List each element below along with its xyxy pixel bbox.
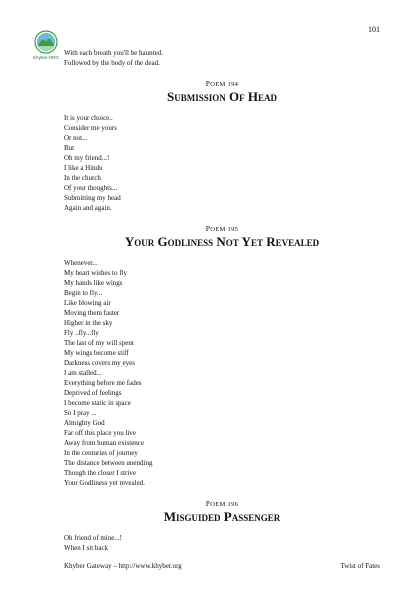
- poem-line: Fly ..fly...fly: [64, 329, 99, 337]
- logo-text: Khyber.ORG: [32, 55, 60, 60]
- poem-line: Though the closer I strive: [64, 469, 136, 477]
- poem-number-label: POEM 194: [205, 79, 239, 88]
- poem-body: [64, 533, 380, 553]
- poem-line: Almighty God: [64, 419, 105, 427]
- poem-line: The distance between unending: [64, 459, 153, 467]
- poem-line: My hands like wings: [64, 279, 123, 287]
- poem-title: Your Godliness Not Yet Revealed: [124, 234, 320, 249]
- poem-line: Or not...: [64, 134, 88, 142]
- poem-line: Away from human existence: [64, 439, 145, 447]
- poem-line: I am stalled...: [64, 369, 102, 377]
- page-content: [64, 48, 380, 553]
- poem-line: It is your choice..: [64, 114, 113, 122]
- poem-body: [64, 258, 380, 488]
- poem-line: My heart wishes to fly: [64, 269, 127, 277]
- poem-line: The last of my will spent: [64, 339, 134, 347]
- poem-line: When I sit back: [64, 544, 109, 552]
- poem-number-label: POEM 195: [205, 224, 239, 233]
- poem-title: Misguided Passenger: [163, 509, 281, 524]
- poem-line: In the church: [64, 174, 101, 182]
- poem-line: Begin to fly...: [64, 289, 103, 297]
- poem-body: [64, 113, 380, 213]
- poem-line: Oh my friend...!: [64, 154, 110, 162]
- poem-line: Moving them faster: [64, 309, 120, 317]
- poem-line: Higher in the sky: [64, 319, 113, 327]
- poem-line: In the centuries of journey: [64, 449, 138, 457]
- poem-line: Consider me yours: [64, 124, 117, 132]
- poem-line: Followed by the body of the dead.: [64, 59, 160, 67]
- poem-line: Submitting my head: [64, 194, 121, 202]
- page-number: 101: [368, 25, 380, 34]
- poem-title: Submission Of Head: [167, 89, 277, 104]
- khyber-logo[interactable]: [26, 30, 66, 64]
- footer-site-link[interactable]: Khyber Gateway – http://www.khyber.org: [64, 562, 182, 570]
- footer-book-title: Twist of Fates: [340, 562, 380, 570]
- poem-line: Everything before me fades: [64, 379, 142, 387]
- poem-line: Of your thoughts...: [64, 184, 118, 192]
- poem-line: Far off this place you live: [64, 429, 136, 437]
- poem-line: Whenever...: [64, 259, 98, 267]
- poem-line: Oh friend of mine...!: [64, 534, 122, 542]
- poem-line: Darkness covers my eyes: [64, 359, 135, 367]
- poem-line: Again and again.: [64, 204, 112, 212]
- intro-stanza: [64, 48, 380, 68]
- poem-number-label: POEM 196: [205, 499, 239, 508]
- poem-line: But: [64, 144, 75, 152]
- poem-line: Like blowing air: [64, 299, 111, 307]
- poem-line: With each breath you'll be haunted.: [64, 49, 163, 57]
- poem-line: I become static in space: [64, 399, 131, 407]
- poem-line: Deprived of feelings: [64, 389, 122, 397]
- poem-line: So I pray ...: [64, 409, 97, 417]
- poem-line: Your Godliness yet revealed.: [64, 479, 145, 487]
- poem-line: I like a Hindu: [64, 164, 103, 172]
- mountain-logo-icon: [34, 30, 58, 54]
- poem-line: My wings become stiff: [64, 349, 129, 357]
